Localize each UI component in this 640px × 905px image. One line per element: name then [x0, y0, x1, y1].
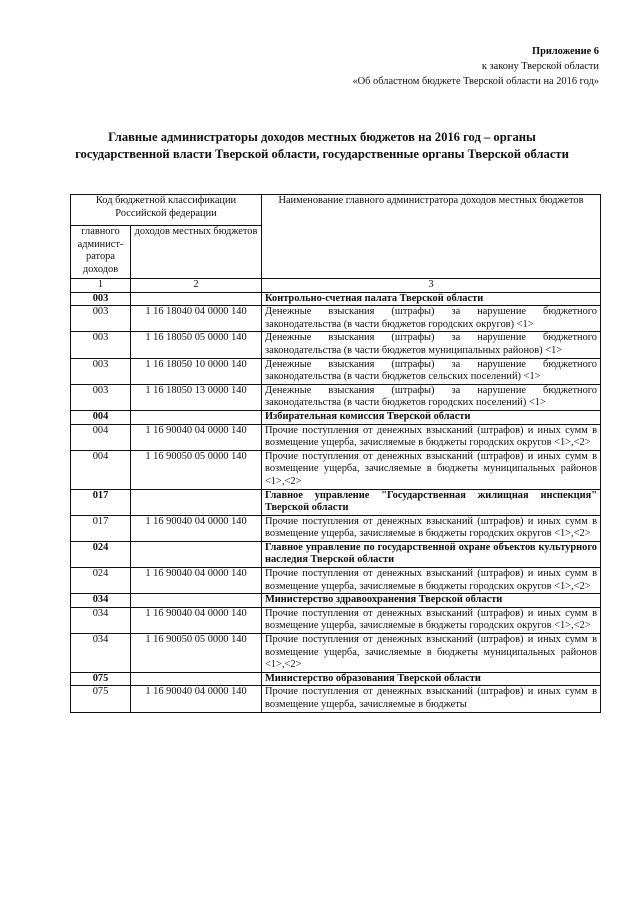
admin-code-cell: 017 [71, 489, 131, 515]
table-row [71, 424, 601, 450]
admin-code-cell: 004 [71, 410, 131, 424]
admin-code-cell: 075 [71, 686, 131, 712]
table-row [71, 568, 601, 594]
table-row-organization [71, 594, 601, 608]
table-row-organization [71, 292, 601, 306]
document-title [0, 129, 640, 163]
table-number-row [71, 279, 601, 293]
revenue-name-cell: Денежные взыскания (штрафы) за нарушение бюджетного законодательства (в части бюджетов городских округов) <1> [262, 306, 601, 332]
admin-code-cell: 024 [71, 541, 131, 567]
revenue-name-cell: Прочие поступления от денежных взысканий (штрафов) и иных сумм в возмещение ущерба, зачисляемые в бюджеты городских округов <1>,<2> [262, 568, 601, 594]
revenue-name-cell: Министерство здравоохранения Тверской области [262, 594, 601, 608]
revenue-code-cell: 1 16 90040 04 0000 140 [131, 607, 262, 633]
admin-code-cell: 024 [71, 568, 131, 594]
header-revenue-code: доходов местных бюджетов [131, 226, 262, 279]
revenue-name-cell: Прочие поступления от денежных взысканий (штрафов) и иных сумм в возмещение ущерба, зачисляемые в бюджеты городских округов <1>,<2> [262, 424, 601, 450]
table-row [71, 607, 601, 633]
header-name: Наименование главного администратора доходов местных бюджетов [262, 195, 601, 279]
revenue-name-cell: Прочие поступления от денежных взысканий (штрафов) и иных сумм в возмещение ущерба, зачисляемые в бюджеты [262, 686, 601, 712]
admin-code-cell: 004 [71, 450, 131, 489]
revenue-name-cell: Прочие поступления от денежных взысканий (штрафов) и иных сумм в возмещение ущерба, зачисляемые в бюджеты городских округов <1>,<2> [262, 515, 601, 541]
revenue-name-cell: Главное управление по государственной охране объектов культурного наследия Тверской области [262, 541, 601, 567]
table-row [71, 515, 601, 541]
document-title-line-1: Главные администраторы доходов местных бюджетов на 2016 год – органы [108, 130, 536, 144]
revenue-code-cell: 1 16 90050 05 0000 140 [131, 450, 262, 489]
revenue-code-cell: 1 16 90040 04 0000 140 [131, 686, 262, 712]
admin-code-cell: 003 [71, 292, 131, 306]
header-code-group: Код бюджетной классификации Российской федерации [71, 195, 262, 226]
admin-code-cell: 003 [71, 306, 131, 332]
revenue-code-cell: 1 16 90040 04 0000 140 [131, 515, 262, 541]
revenue-name-cell: Прочие поступления от денежных взысканий (штрафов) и иных сумм в возмещение ущерба, зачисляемые в бюджеты муниципальных районов <1>,<2> [262, 450, 601, 489]
revenue-code-cell: 1 16 90040 04 0000 140 [131, 568, 262, 594]
table-row [71, 306, 601, 332]
revenue-name-cell: Контрольно-счетная палата Тверской области [262, 292, 601, 306]
table-row [71, 332, 601, 358]
revenue-name-cell: Денежные взыскания (штрафы) за нарушение бюджетного законодательства (в части бюджетов муниципальных районов) <1> [262, 332, 601, 358]
revenue-code-cell [131, 594, 262, 608]
admin-code-cell: 034 [71, 607, 131, 633]
appendix-note [352, 44, 599, 89]
revenue-code-cell: 1 16 18040 04 0000 140 [131, 306, 262, 332]
revenue-name-cell: Главное управление "Государственная жилищная инспекция" Тверской области [262, 489, 601, 515]
admin-code-cell: 075 [71, 672, 131, 686]
document-title-line-2: государственной власти Тверской области, государственные органы Тверской области [75, 147, 569, 161]
appendix-line-2: «Об областном бюджете Тверской области на 2016 год» [352, 76, 599, 87]
table-header-row-1 [71, 195, 601, 226]
revenue-code-cell [131, 410, 262, 424]
column-number-2: 2 [131, 279, 262, 293]
table-row-organization [71, 410, 601, 424]
revenue-code-cell: 1 16 18050 10 0000 140 [131, 358, 262, 384]
table-row [71, 634, 601, 673]
revenue-administrators-table [70, 194, 601, 713]
revenue-name-cell: Денежные взыскания (штрафы) за нарушение бюджетного законодательства (в части бюджетов сельских поселений) <1> [262, 358, 601, 384]
admin-code-cell: 003 [71, 384, 131, 410]
revenue-name-cell: Прочие поступления от денежных взысканий (штрафов) и иных сумм в возмещение ущерба, зачисляемые в бюджеты городских округов <1>,<2> [262, 607, 601, 633]
appendix-line-1: к закону Тверской области [481, 61, 599, 72]
revenue-name-cell: Прочие поступления от денежных взысканий (штрафов) и иных сумм в возмещение ущерба, зачисляемые в бюджеты муниципальных районов <1>,<2> [262, 634, 601, 673]
revenue-code-cell [131, 489, 262, 515]
admin-code-cell: 003 [71, 358, 131, 384]
revenue-code-cell: 1 16 18050 13 0000 140 [131, 384, 262, 410]
column-number-3: 3 [262, 279, 601, 293]
admin-code-cell: 034 [71, 594, 131, 608]
revenue-name-cell: Министерство образования Тверской области [262, 672, 601, 686]
admin-code-cell: 034 [71, 634, 131, 673]
admin-code-cell: 017 [71, 515, 131, 541]
revenue-code-cell [131, 292, 262, 306]
table-row [71, 686, 601, 712]
appendix-title: Приложение 6 [531, 46, 599, 57]
table-row-organization [71, 541, 601, 567]
revenue-name-cell: Избирательная комиссия Тверской области [262, 410, 601, 424]
revenue-code-cell [131, 672, 262, 686]
table-row [71, 450, 601, 489]
table-row-organization [71, 672, 601, 686]
admin-code-cell: 003 [71, 332, 131, 358]
table-row [71, 384, 601, 410]
table-row-organization [71, 489, 601, 515]
revenue-code-cell: 1 16 90050 05 0000 140 [131, 634, 262, 673]
admin-code-cell: 004 [71, 424, 131, 450]
table-row [71, 358, 601, 384]
column-number-1: 1 [71, 279, 131, 293]
header-admin-code: главного админист-ратора доходов [71, 226, 131, 279]
revenue-name-cell: Денежные взыскания (штрафы) за нарушение бюджетного законодательства (в части бюджетов городских поселений) <1> [262, 384, 601, 410]
revenue-code-cell: 1 16 18050 05 0000 140 [131, 332, 262, 358]
revenue-code-cell [131, 541, 262, 567]
revenue-code-cell: 1 16 90040 04 0000 140 [131, 424, 262, 450]
